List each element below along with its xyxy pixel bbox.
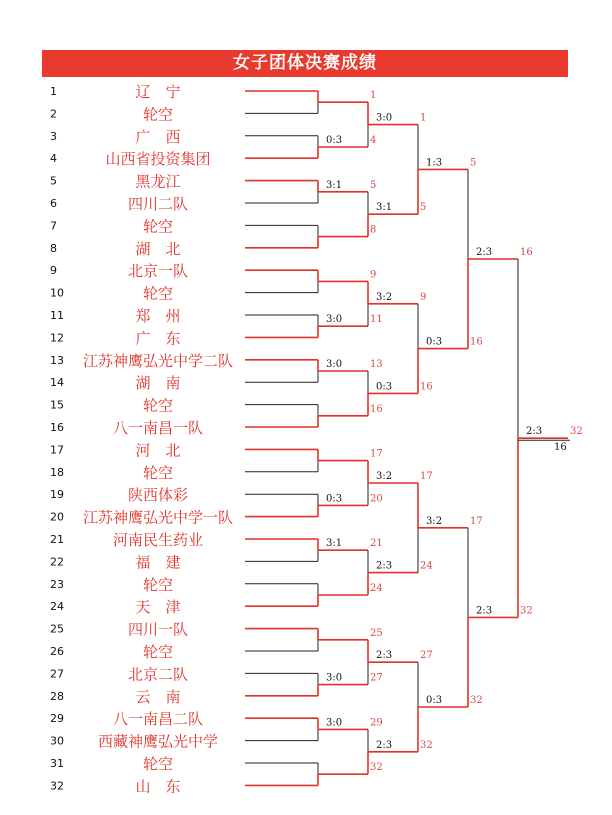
seed-number: 7 — [50, 219, 57, 233]
winner-label: 17 — [370, 448, 383, 460]
seed-number: 5 — [50, 174, 57, 188]
winner-label: 1 — [370, 90, 377, 102]
match-score: 0:3 — [426, 336, 443, 348]
winner-label: 29 — [370, 717, 383, 729]
team-name: 云 南 — [135, 687, 181, 706]
match-score: 3:1 — [326, 179, 343, 191]
match-score: 3:0 — [376, 112, 393, 124]
winner-label: 32 — [470, 695, 483, 706]
team-name: 湖 北 — [135, 239, 181, 258]
match-score: 3:0 — [326, 314, 343, 326]
seed-number: 27 — [50, 667, 64, 681]
team-name: 轮空 — [142, 463, 174, 482]
team-name: 广 西 — [135, 127, 181, 146]
seed-number: 18 — [50, 465, 64, 479]
seed-number: 14 — [50, 376, 64, 390]
seed-number: 17 — [50, 443, 64, 457]
winner-label: 16 — [420, 381, 433, 393]
match-score: 3:1 — [326, 538, 343, 550]
seed-number: 22 — [50, 555, 64, 569]
winner-label: 16 — [370, 403, 383, 415]
team-name: 郑 州 — [135, 307, 181, 325]
team-name: 轮空 — [142, 755, 174, 773]
winner-label: 24 — [420, 560, 433, 572]
winner-label: 17 — [470, 515, 483, 527]
seed-number: 6 — [50, 197, 57, 210]
seed-number: 29 — [50, 712, 64, 726]
match-score: 2:3 — [526, 426, 543, 438]
team-name: 广 东 — [135, 329, 181, 348]
winner-label: 32 — [570, 426, 583, 438]
winner-label: 25 — [370, 627, 383, 639]
winner-label: 8 — [370, 224, 377, 236]
winner-label: 5 — [420, 202, 427, 214]
page-title: 女子团体决赛成绩 — [42, 50, 568, 77]
seed-number: 16 — [50, 421, 64, 434]
match-score: 2:3 — [376, 650, 393, 662]
winner-label: 20 — [370, 493, 383, 505]
winner-label: 21 — [370, 538, 383, 550]
match-score: 3:0 — [326, 672, 343, 684]
winner-label: 17 — [420, 471, 433, 482]
winner-label: 4 — [370, 135, 377, 146]
match-score: 3:2 — [426, 515, 443, 527]
seed-number: 15 — [50, 398, 64, 412]
match-score: 0:3 — [326, 493, 343, 505]
team-name: 福 建 — [135, 553, 181, 572]
match-score: 3:0 — [326, 359, 343, 370]
seed-number: 19 — [50, 488, 64, 502]
team-name: 河南民生药业 — [112, 531, 204, 549]
team-name: 轮空 — [142, 575, 174, 594]
team-name: 北京一队 — [127, 262, 189, 281]
seed-number: 12 — [50, 331, 64, 345]
seed-number: 25 — [50, 622, 64, 636]
seed-number: 3 — [50, 129, 57, 143]
seed-number: 1 — [50, 85, 57, 98]
winner-label: 11 — [370, 314, 383, 326]
winner-label: 32 — [370, 762, 383, 774]
seed-number: 2 — [50, 107, 57, 121]
winner-label: 16 — [520, 247, 533, 258]
match-score: 2:3 — [476, 247, 493, 258]
winner-label: 5 — [470, 157, 477, 169]
team-name: 轮空 — [142, 284, 174, 303]
team-name: 山西省投资集团 — [105, 150, 211, 169]
match-score: 2:3 — [376, 739, 393, 751]
seed-number: 20 — [50, 510, 64, 524]
winner-label: 27 — [420, 650, 433, 662]
team-name: 江苏神鹰弘光中学二队 — [82, 351, 234, 370]
match-score: 3:0 — [326, 717, 343, 729]
team-name: 北京二队 — [127, 665, 189, 684]
match-score: 0:3 — [426, 695, 443, 706]
team-name: 八一南昌一队 — [112, 419, 204, 437]
seed-number: 4 — [50, 152, 57, 166]
match-score: 1:3 — [426, 157, 443, 169]
seed-number: 30 — [50, 734, 64, 748]
seed-number: 28 — [50, 689, 64, 703]
team-name: 辽 宁 — [135, 83, 181, 101]
runner-up-label: 16 — [554, 442, 567, 454]
team-name: 八一南昌二队 — [112, 710, 204, 729]
bracket-labels — [50, 83, 583, 795]
match-score: 3:1 — [376, 202, 393, 214]
seed-number: 24 — [50, 600, 64, 614]
team-name: 四川一队 — [127, 620, 189, 639]
team-name: 陕西体彩 — [127, 486, 189, 505]
match-score: 2:3 — [476, 605, 493, 617]
seed-number: 11 — [50, 309, 64, 322]
team-name: 黑龙江 — [135, 172, 181, 191]
winner-label: 9 — [370, 269, 377, 281]
team-name: 四川二队 — [127, 195, 189, 213]
winner-label: 32 — [420, 739, 433, 751]
match-score: 0:3 — [376, 381, 393, 393]
team-name: 山 东 — [135, 777, 181, 796]
winner-label: 16 — [470, 336, 483, 348]
team-name: 轮空 — [142, 396, 174, 415]
seed-number: 31 — [50, 757, 64, 770]
seed-number: 21 — [50, 533, 64, 546]
bracket-lines — [245, 91, 570, 785]
match-score: 3:2 — [376, 471, 393, 482]
seed-number: 10 — [50, 286, 64, 300]
team-name: 西藏神鹰弘光中学 — [97, 732, 219, 751]
winner-label: 27 — [370, 672, 383, 684]
winner-label: 13 — [370, 359, 383, 370]
team-name: 天 津 — [135, 598, 181, 617]
winner-label: 5 — [370, 179, 377, 191]
match-score: 2:3 — [376, 560, 393, 572]
team-name: 江苏神鹰弘光中学一队 — [82, 508, 234, 527]
match-score: 3:2 — [376, 291, 393, 303]
seed-number: 23 — [50, 577, 64, 591]
match-score: 0:3 — [326, 135, 343, 146]
seed-number: 26 — [50, 645, 64, 658]
seed-number: 8 — [50, 241, 57, 255]
winner-label: 9 — [420, 291, 427, 303]
team-name: 河 北 — [135, 441, 181, 460]
winner-label: 32 — [520, 605, 533, 617]
seed-number: 32 — [50, 779, 64, 793]
team-name: 湖 南 — [135, 374, 181, 393]
seed-number: 13 — [50, 353, 64, 367]
winner-label: 1 — [420, 112, 427, 124]
team-name: 轮空 — [142, 105, 174, 124]
winner-label: 24 — [370, 583, 383, 594]
team-name: 轮空 — [142, 217, 174, 236]
seed-number: 9 — [50, 264, 57, 278]
team-name: 轮空 — [142, 643, 174, 661]
